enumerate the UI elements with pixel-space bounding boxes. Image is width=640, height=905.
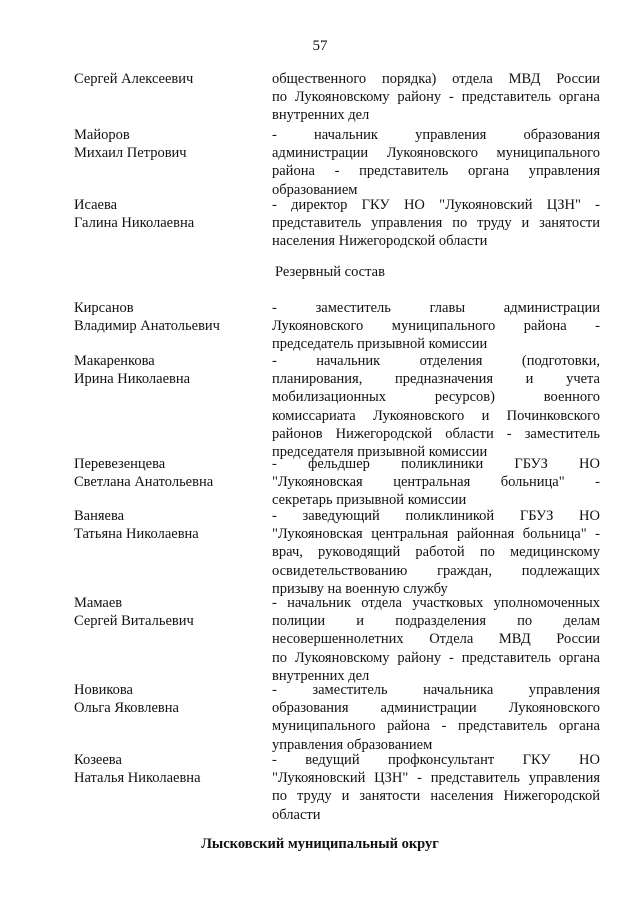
member-name [74, 299, 272, 354]
member-role [272, 594, 600, 685]
member-entry [74, 594, 600, 685]
member-given-name: Татьяна Николаевна [74, 526, 199, 543]
district-heading: Лысковский муниципальный округ [201, 836, 439, 852]
member-role-line: планирования, предназначения и учета [272, 371, 600, 388]
member-surname: Сергей Алексеевич [74, 71, 194, 87]
member-role-line: района - представитель органа управления [272, 163, 600, 180]
member-entry [74, 507, 600, 598]
member-given-name: Ольга Яковлевна [74, 700, 179, 717]
member-name [74, 352, 272, 461]
member-role-line: населения Нижегородской области [272, 233, 488, 250]
member-role-line: внутренних дел [272, 107, 370, 124]
member-role-line: комиссариата Лукояновского и Починковского [272, 407, 600, 424]
member-entry [74, 196, 600, 251]
member-role [272, 352, 600, 461]
member-surname: Мамаев [74, 595, 123, 611]
member-name [74, 751, 272, 824]
member-role-line: администрации Лукояновского муниципального [272, 145, 600, 162]
member-role [272, 455, 600, 510]
member-role [272, 681, 600, 754]
member-role-line: врач, руководящий работой по медицинскому [272, 544, 600, 561]
member-role-line: общественного порядка) отдела МВД России [272, 71, 600, 87]
member-role-line: - ведущий профконсультант ГКУ НО [272, 752, 600, 768]
member-role [272, 70, 600, 125]
member-role-line: "Лукояновская центральная больница" - [272, 474, 600, 491]
page-number: 57 [312, 38, 328, 54]
member-given-name: Светлана Анатольевна [74, 474, 214, 491]
member-role [272, 126, 600, 199]
member-surname: Новикова [74, 682, 133, 698]
member-role-line: - заместитель начальника управления [272, 682, 600, 698]
member-role-line: мобилизационных ресурсов) военного [272, 389, 600, 406]
member-role-line: секретарь призывной комиссии [272, 492, 467, 509]
member-surname: Перевезенцева [74, 456, 166, 472]
member-name [74, 681, 272, 754]
member-role-line: призыву на военную службу [272, 580, 448, 597]
member-surname: Кирсанов [74, 300, 134, 316]
member-role-line: Лукояновского муниципального района - [272, 318, 600, 335]
member-role-line: несовершеннолетних Отдела МВД России [272, 631, 600, 648]
member-surname: Исаева [74, 197, 118, 213]
member-entry [74, 70, 600, 125]
member-given-name: Наталья Николаевна [74, 770, 201, 787]
member-role-line: области [272, 806, 321, 823]
member-name [74, 70, 272, 125]
member-role-line: внутренних дел [272, 667, 370, 684]
member-entry [74, 455, 600, 510]
member-role [272, 751, 600, 824]
member-name [74, 126, 272, 199]
member-role-line: освидетельствованию граждан, подлежащих [272, 562, 600, 579]
member-entry [74, 299, 600, 354]
member-role-line: - заместитель главы администрации [272, 300, 600, 316]
member-given-name: Михаил Петрович [74, 145, 187, 162]
member-role-line: - фельдшер поликлиники ГБУЗ НО [272, 456, 600, 472]
member-entry [74, 681, 600, 754]
member-given-name: Галина Николаевна [74, 215, 195, 232]
member-role-line: - начальник отделения (подготовки, [272, 353, 600, 369]
member-role-line: - начальник управления образования [272, 127, 600, 143]
member-surname: Макаренкова [74, 353, 155, 369]
member-given-name: Сергей Витальевич [74, 613, 194, 630]
member-role-line: представитель управления по труду и занятости [272, 215, 600, 232]
member-entry [74, 352, 600, 461]
member-role-line: по Лукояновскому району - представитель органа [272, 89, 600, 106]
member-role-line: районов Нижегородской области - заместитель [272, 425, 600, 442]
member-name [74, 196, 272, 251]
member-role-line: "Лукояновская центральная районная больница" - [272, 526, 600, 543]
member-role-line: - заведующий поликлиникой ГБУЗ НО [272, 508, 600, 524]
member-entry [74, 126, 600, 199]
member-role [272, 299, 600, 354]
member-role-line: управления образованием [272, 736, 433, 753]
member-role-line: председателя призывной комиссии [272, 444, 488, 461]
member-role-line: председатель призывной комиссии [272, 336, 488, 353]
member-role-line: - директор ГКУ НО "Лукояновский ЦЗН" - [272, 197, 600, 213]
member-name [74, 507, 272, 598]
member-name [74, 594, 272, 685]
member-role-line: образованием [272, 181, 358, 198]
member-surname: Ваняева [74, 508, 125, 524]
member-role-line: - начальник отдела участковых уполномоченных [272, 595, 600, 611]
member-role-line: по труду и занятости населения Нижегородской [272, 788, 600, 805]
member-given-name: Ирина Николаевна [74, 371, 191, 388]
reserve-section-heading: Резервный состав [275, 264, 385, 280]
member-role-line: муниципального района - представитель органа [272, 718, 600, 735]
member-surname: Козеева [74, 752, 122, 768]
member-role [272, 196, 600, 251]
member-role-line: полиции и подразделения по делам [272, 613, 600, 630]
member-role-line: образования администрации Лукояновского [272, 700, 600, 717]
member-name [74, 455, 272, 510]
member-role-line: "Лукояновский ЦЗН" - представитель управления [272, 770, 600, 787]
member-role [272, 507, 600, 598]
member-surname: Майоров [74, 127, 130, 143]
member-entry [74, 751, 600, 824]
member-given-name: Владимир Анатольевич [74, 318, 220, 335]
member-role-line: по Лукояновскому району - представитель органа [272, 649, 600, 666]
